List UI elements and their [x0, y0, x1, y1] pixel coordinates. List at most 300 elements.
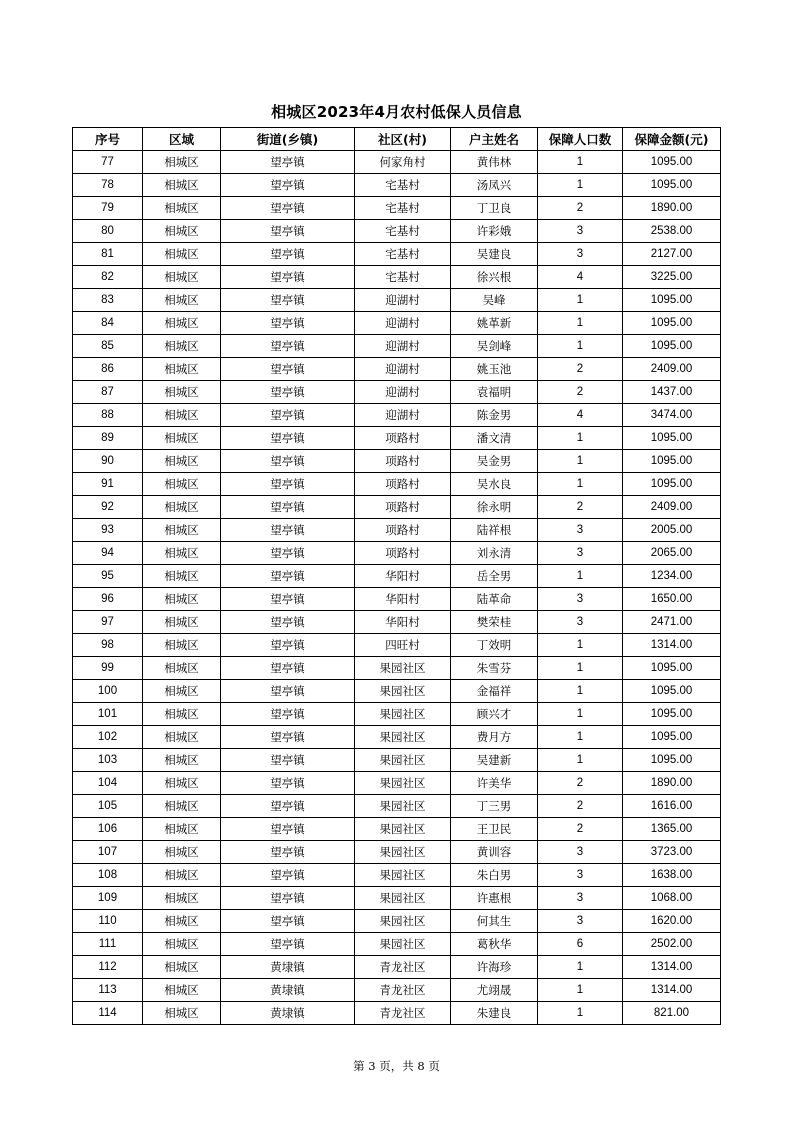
- subsistence-roster-table: [72, 127, 721, 1025]
- cell-amount: 1095.00: [623, 427, 721, 450]
- cell-householder: 黄训容: [451, 841, 538, 864]
- cell-persons: 3: [538, 542, 623, 565]
- header-town: 街道(乡镇): [221, 128, 355, 151]
- cell-serial: 86: [73, 358, 143, 381]
- cell-persons: 1: [538, 427, 623, 450]
- cell-persons: 2: [538, 818, 623, 841]
- cell-serial: 110: [73, 910, 143, 933]
- cell-town: 望亭镇: [221, 542, 355, 565]
- cell-district: 相城区: [143, 174, 221, 197]
- cell-amount: 1365.00: [623, 818, 721, 841]
- table-row: [73, 312, 721, 335]
- cell-persons: 1: [538, 289, 623, 312]
- table-row: [73, 657, 721, 680]
- table-row: [73, 933, 721, 956]
- cell-district: 相城区: [143, 220, 221, 243]
- table-row: [73, 887, 721, 910]
- cell-community: 迎湖村: [355, 335, 451, 358]
- cell-amount: 3225.00: [623, 266, 721, 289]
- cell-community: 宅基村: [355, 174, 451, 197]
- cell-district: 相城区: [143, 197, 221, 220]
- table-row: [73, 979, 721, 1002]
- cell-serial: 87: [73, 381, 143, 404]
- table-row: [73, 749, 721, 772]
- cell-amount: 1095.00: [623, 174, 721, 197]
- cell-persons: 1: [538, 565, 623, 588]
- cell-community: 项路村: [355, 496, 451, 519]
- cell-district: 相城区: [143, 473, 221, 496]
- cell-community: 宅基村: [355, 197, 451, 220]
- cell-amount: 1095.00: [623, 680, 721, 703]
- table-row: [73, 565, 721, 588]
- cell-householder: 丁效明: [451, 634, 538, 657]
- cell-amount: 1095.00: [623, 151, 721, 174]
- cell-serial: 89: [73, 427, 143, 450]
- cell-persons: 1: [538, 450, 623, 473]
- cell-persons: 2: [538, 772, 623, 795]
- cell-town: 望亭镇: [221, 289, 355, 312]
- cell-amount: 1095.00: [623, 473, 721, 496]
- cell-amount: 1890.00: [623, 197, 721, 220]
- cell-amount: 1616.00: [623, 795, 721, 818]
- cell-district: 相城区: [143, 519, 221, 542]
- cell-householder: 顾兴才: [451, 703, 538, 726]
- table-row: [73, 864, 721, 887]
- cell-persons: 1: [538, 680, 623, 703]
- cell-serial: 85: [73, 335, 143, 358]
- cell-persons: 1: [538, 1002, 623, 1025]
- table-body: [73, 151, 721, 1025]
- cell-town: 望亭镇: [221, 381, 355, 404]
- cell-district: 相城区: [143, 956, 221, 979]
- cell-district: 相城区: [143, 703, 221, 726]
- cell-persons: 1: [538, 657, 623, 680]
- cell-community: 迎湖村: [355, 404, 451, 427]
- cell-serial: 109: [73, 887, 143, 910]
- cell-householder: 许惠根: [451, 887, 538, 910]
- cell-persons: 3: [538, 864, 623, 887]
- cell-amount: 1650.00: [623, 588, 721, 611]
- cell-district: 相城区: [143, 266, 221, 289]
- cell-persons: 3: [538, 841, 623, 864]
- cell-community: 宅基村: [355, 243, 451, 266]
- table-row: [73, 841, 721, 864]
- cell-serial: 92: [73, 496, 143, 519]
- cell-town: 望亭镇: [221, 795, 355, 818]
- cell-community: 华阳村: [355, 565, 451, 588]
- cell-amount: 1620.00: [623, 910, 721, 933]
- cell-town: 望亭镇: [221, 335, 355, 358]
- cell-town: 黄埭镇: [221, 979, 355, 1002]
- header-community: 社区(村): [355, 128, 451, 151]
- cell-district: 相城区: [143, 887, 221, 910]
- cell-amount: 2538.00: [623, 220, 721, 243]
- cell-town: 望亭镇: [221, 818, 355, 841]
- table-row: [73, 358, 721, 381]
- table-row: [73, 450, 721, 473]
- table-row: [73, 542, 721, 565]
- cell-district: 相城区: [143, 841, 221, 864]
- cell-district: 相城区: [143, 726, 221, 749]
- cell-community: 迎湖村: [355, 381, 451, 404]
- cell-district: 相城区: [143, 795, 221, 818]
- table-row: [73, 220, 721, 243]
- cell-householder: 陆革命: [451, 588, 538, 611]
- cell-town: 望亭镇: [221, 910, 355, 933]
- table-row: [73, 818, 721, 841]
- cell-serial: 91: [73, 473, 143, 496]
- cell-persons: 2: [538, 381, 623, 404]
- table-row: [73, 772, 721, 795]
- cell-district: 相城区: [143, 611, 221, 634]
- cell-serial: 78: [73, 174, 143, 197]
- table-row: [73, 427, 721, 450]
- cell-persons: 4: [538, 266, 623, 289]
- cell-community: 迎湖村: [355, 289, 451, 312]
- cell-serial: 79: [73, 197, 143, 220]
- cell-community: 迎湖村: [355, 358, 451, 381]
- cell-persons: 6: [538, 933, 623, 956]
- table-row: [73, 519, 721, 542]
- cell-serial: 81: [73, 243, 143, 266]
- cell-amount: 2409.00: [623, 358, 721, 381]
- cell-amount: 1638.00: [623, 864, 721, 887]
- cell-town: 望亭镇: [221, 266, 355, 289]
- cell-amount: 1095.00: [623, 703, 721, 726]
- cell-community: 四旺村: [355, 634, 451, 657]
- cell-amount: 1095.00: [623, 450, 721, 473]
- cell-town: 望亭镇: [221, 611, 355, 634]
- cell-town: 望亭镇: [221, 404, 355, 427]
- cell-town: 望亭镇: [221, 772, 355, 795]
- cell-town: 望亭镇: [221, 864, 355, 887]
- cell-community: 青龙社区: [355, 1002, 451, 1025]
- cell-householder: 朱雪芬: [451, 657, 538, 680]
- cell-persons: 1: [538, 335, 623, 358]
- cell-community: 果园社区: [355, 795, 451, 818]
- cell-householder: 陈金男: [451, 404, 538, 427]
- cell-community: 项路村: [355, 450, 451, 473]
- cell-serial: 103: [73, 749, 143, 772]
- cell-serial: 94: [73, 542, 143, 565]
- cell-amount: 1314.00: [623, 979, 721, 1002]
- cell-community: 果园社区: [355, 887, 451, 910]
- header-persons: 保障人口数: [538, 128, 623, 151]
- cell-serial: 98: [73, 634, 143, 657]
- cell-town: 望亭镇: [221, 887, 355, 910]
- cell-serial: 93: [73, 519, 143, 542]
- cell-serial: 99: [73, 657, 143, 680]
- cell-district: 相城区: [143, 289, 221, 312]
- cell-amount: 1314.00: [623, 634, 721, 657]
- cell-amount: 3474.00: [623, 404, 721, 427]
- cell-persons: 1: [538, 634, 623, 657]
- cell-district: 相城区: [143, 565, 221, 588]
- cell-householder: 费月方: [451, 726, 538, 749]
- table-row: [73, 335, 721, 358]
- cell-householder: 许彩娥: [451, 220, 538, 243]
- cell-district: 相城区: [143, 496, 221, 519]
- cell-householder: 丁卫良: [451, 197, 538, 220]
- cell-persons: 2: [538, 496, 623, 519]
- cell-community: 项路村: [355, 542, 451, 565]
- cell-town: 望亭镇: [221, 749, 355, 772]
- cell-amount: 1314.00: [623, 956, 721, 979]
- cell-community: 果园社区: [355, 703, 451, 726]
- cell-persons: 3: [538, 910, 623, 933]
- cell-district: 相城区: [143, 542, 221, 565]
- cell-amount: 2409.00: [623, 496, 721, 519]
- cell-persons: 3: [538, 611, 623, 634]
- header-district: 区域: [143, 128, 221, 151]
- cell-householder: 姚玉池: [451, 358, 538, 381]
- cell-serial: 106: [73, 818, 143, 841]
- cell-community: 宅基村: [355, 220, 451, 243]
- cell-town: 望亭镇: [221, 312, 355, 335]
- cell-householder: 朱白男: [451, 864, 538, 887]
- cell-district: 相城区: [143, 979, 221, 1002]
- cell-district: 相城区: [143, 427, 221, 450]
- cell-district: 相城区: [143, 335, 221, 358]
- cell-householder: 袁福明: [451, 381, 538, 404]
- cell-community: 果园社区: [355, 680, 451, 703]
- cell-persons: 3: [538, 519, 623, 542]
- table-row: [73, 473, 721, 496]
- cell-district: 相城区: [143, 151, 221, 174]
- cell-district: 相城区: [143, 588, 221, 611]
- cell-serial: 95: [73, 565, 143, 588]
- cell-community: 青龙社区: [355, 956, 451, 979]
- cell-community: 果园社区: [355, 749, 451, 772]
- cell-amount: 2127.00: [623, 243, 721, 266]
- cell-householder: 葛秋华: [451, 933, 538, 956]
- cell-community: 项路村: [355, 473, 451, 496]
- table-row: [73, 611, 721, 634]
- cell-persons: 3: [538, 887, 623, 910]
- cell-town: 望亭镇: [221, 726, 355, 749]
- cell-town: 望亭镇: [221, 680, 355, 703]
- document-title: 相城区2023年4月农村低保人员信息: [271, 103, 522, 121]
- cell-householder: 丁三男: [451, 795, 538, 818]
- cell-town: 望亭镇: [221, 519, 355, 542]
- cell-amount: 2502.00: [623, 933, 721, 956]
- cell-householder: 朱建良: [451, 1002, 538, 1025]
- cell-town: 望亭镇: [221, 634, 355, 657]
- table-row: [73, 703, 721, 726]
- cell-serial: 97: [73, 611, 143, 634]
- cell-serial: 114: [73, 1002, 143, 1025]
- cell-community: 项路村: [355, 427, 451, 450]
- cell-persons: 1: [538, 151, 623, 174]
- cell-district: 相城区: [143, 864, 221, 887]
- cell-community: 何家角村: [355, 151, 451, 174]
- cell-householder: 尤翊晟: [451, 979, 538, 1002]
- table-row: [73, 588, 721, 611]
- cell-amount: 1095.00: [623, 289, 721, 312]
- cell-serial: 77: [73, 151, 143, 174]
- cell-district: 相城区: [143, 657, 221, 680]
- cell-amount: 3723.00: [623, 841, 721, 864]
- cell-amount: 2065.00: [623, 542, 721, 565]
- table-row: [73, 174, 721, 197]
- cell-district: 相城区: [143, 772, 221, 795]
- table-row: [73, 289, 721, 312]
- cell-persons: 3: [538, 243, 623, 266]
- cell-persons: 1: [538, 979, 623, 1002]
- cell-amount: 821.00: [623, 1002, 721, 1025]
- cell-householder: 姚革新: [451, 312, 538, 335]
- cell-town: 望亭镇: [221, 565, 355, 588]
- cell-householder: 王卫民: [451, 818, 538, 841]
- cell-amount: 1068.00: [623, 887, 721, 910]
- cell-district: 相城区: [143, 450, 221, 473]
- cell-amount: 1095.00: [623, 749, 721, 772]
- cell-community: 果园社区: [355, 818, 451, 841]
- cell-community: 果园社区: [355, 726, 451, 749]
- cell-town: 望亭镇: [221, 588, 355, 611]
- cell-persons: 2: [538, 358, 623, 381]
- cell-town: 望亭镇: [221, 243, 355, 266]
- cell-town: 望亭镇: [221, 450, 355, 473]
- cell-persons: 1: [538, 312, 623, 335]
- cell-district: 相城区: [143, 933, 221, 956]
- cell-serial: 102: [73, 726, 143, 749]
- cell-town: 望亭镇: [221, 358, 355, 381]
- cell-serial: 83: [73, 289, 143, 312]
- cell-serial: 101: [73, 703, 143, 726]
- cell-persons: 3: [538, 220, 623, 243]
- cell-persons: 2: [538, 795, 623, 818]
- table-row: [73, 726, 721, 749]
- cell-amount: 1095.00: [623, 726, 721, 749]
- cell-persons: 2: [538, 197, 623, 220]
- cell-town: 望亭镇: [221, 496, 355, 519]
- cell-town: 望亭镇: [221, 220, 355, 243]
- cell-persons: 1: [538, 473, 623, 496]
- cell-community: 果园社区: [355, 933, 451, 956]
- cell-householder: 许海珍: [451, 956, 538, 979]
- cell-serial: 90: [73, 450, 143, 473]
- table-row: [73, 197, 721, 220]
- cell-serial: 84: [73, 312, 143, 335]
- cell-community: 果园社区: [355, 910, 451, 933]
- cell-serial: 112: [73, 956, 143, 979]
- cell-persons: 4: [538, 404, 623, 427]
- cell-householder: 吴水良: [451, 473, 538, 496]
- cell-town: 望亭镇: [221, 473, 355, 496]
- cell-amount: 1234.00: [623, 565, 721, 588]
- cell-community: 果园社区: [355, 864, 451, 887]
- cell-householder: 徐永明: [451, 496, 538, 519]
- table-row: [73, 243, 721, 266]
- cell-persons: 1: [538, 703, 623, 726]
- cell-town: 望亭镇: [221, 657, 355, 680]
- table-row: [73, 680, 721, 703]
- table-row: [73, 381, 721, 404]
- table-row: [73, 404, 721, 427]
- cell-householder: 吴金男: [451, 450, 538, 473]
- cell-serial: 88: [73, 404, 143, 427]
- cell-district: 相城区: [143, 749, 221, 772]
- cell-town: 望亭镇: [221, 933, 355, 956]
- table-header-row: [73, 128, 721, 151]
- cell-serial: 113: [73, 979, 143, 1002]
- cell-district: 相城区: [143, 818, 221, 841]
- cell-town: 望亭镇: [221, 197, 355, 220]
- cell-householder: 许美华: [451, 772, 538, 795]
- cell-serial: 80: [73, 220, 143, 243]
- cell-householder: 潘文清: [451, 427, 538, 450]
- table-row: [73, 266, 721, 289]
- cell-community: 果园社区: [355, 657, 451, 680]
- cell-town: 望亭镇: [221, 427, 355, 450]
- header-amount: 保障金额(元): [623, 128, 721, 151]
- cell-persons: 1: [538, 726, 623, 749]
- cell-community: 果园社区: [355, 772, 451, 795]
- cell-district: 相城区: [143, 358, 221, 381]
- cell-community: 华阳村: [355, 611, 451, 634]
- cell-amount: 1095.00: [623, 335, 721, 358]
- cell-serial: 108: [73, 864, 143, 887]
- cell-serial: 96: [73, 588, 143, 611]
- cell-householder: 吴剑峰: [451, 335, 538, 358]
- cell-amount: 1890.00: [623, 772, 721, 795]
- cell-community: 宅基村: [355, 266, 451, 289]
- cell-town: 望亭镇: [221, 151, 355, 174]
- cell-householder: 黄伟林: [451, 151, 538, 174]
- cell-persons: 1: [538, 174, 623, 197]
- cell-town: 黄埭镇: [221, 1002, 355, 1025]
- cell-community: 青龙社区: [355, 979, 451, 1002]
- cell-district: 相城区: [143, 404, 221, 427]
- cell-community: 迎湖村: [355, 312, 451, 335]
- table-row: [73, 151, 721, 174]
- cell-householder: 刘永清: [451, 542, 538, 565]
- cell-community: 项路村: [355, 519, 451, 542]
- cell-householder: 金福祥: [451, 680, 538, 703]
- cell-persons: 3: [538, 588, 623, 611]
- cell-householder: 岳全男: [451, 565, 538, 588]
- table-row: [73, 795, 721, 818]
- cell-district: 相城区: [143, 910, 221, 933]
- cell-serial: 107: [73, 841, 143, 864]
- cell-householder: 徐兴根: [451, 266, 538, 289]
- cell-town: 望亭镇: [221, 174, 355, 197]
- cell-district: 相城区: [143, 243, 221, 266]
- table-row: [73, 496, 721, 519]
- table-row: [73, 634, 721, 657]
- table-row: [73, 910, 721, 933]
- cell-district: 相城区: [143, 634, 221, 657]
- cell-householder: 陆祥根: [451, 519, 538, 542]
- cell-town: 望亭镇: [221, 841, 355, 864]
- cell-town: 黄埭镇: [221, 956, 355, 979]
- page-footer: 第 3 页，共 8 页: [353, 1059, 440, 1073]
- cell-community: 华阳村: [355, 588, 451, 611]
- cell-serial: 105: [73, 795, 143, 818]
- cell-householder: 吴建良: [451, 243, 538, 266]
- cell-district: 相城区: [143, 381, 221, 404]
- cell-town: 望亭镇: [221, 703, 355, 726]
- cell-amount: 2471.00: [623, 611, 721, 634]
- cell-amount: 1437.00: [623, 381, 721, 404]
- cell-householder: 吴峰: [451, 289, 538, 312]
- header-householder: 户主姓名: [451, 128, 538, 151]
- cell-community: 果园社区: [355, 841, 451, 864]
- cell-householder: 吴建新: [451, 749, 538, 772]
- header-serial: 序号: [73, 128, 143, 151]
- table-row: [73, 956, 721, 979]
